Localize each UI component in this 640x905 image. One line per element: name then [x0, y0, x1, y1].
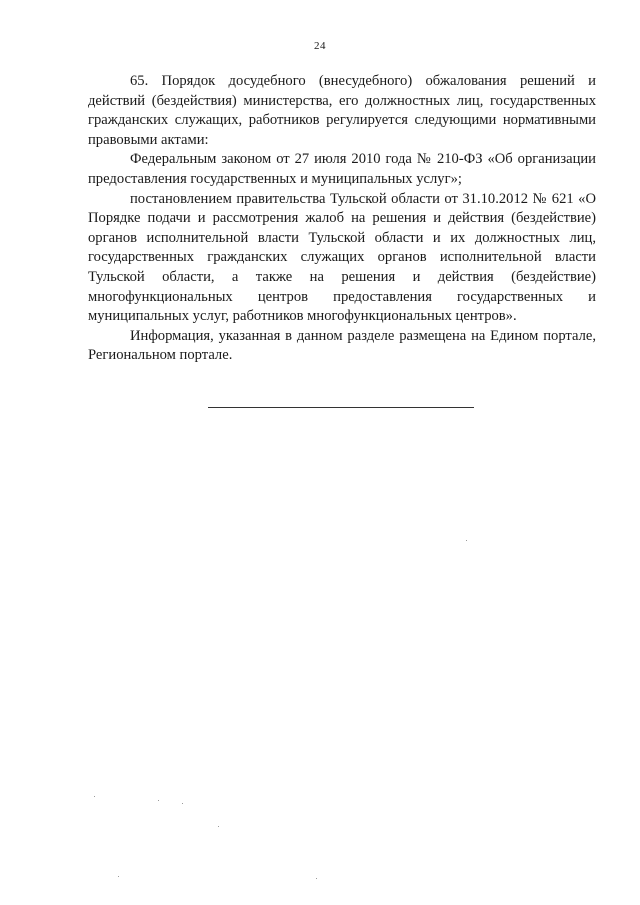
paragraph-regional-resolution: постановлением правительства Тульской области от 31.10.2012 № 621 «О Порядке подачи и рассмотрения жалоб на решения и действия (бездействие) органов исполнительной власти Тульской области и их должностных лиц, государственных гражданских служащих органов исполнительной власти Тульской области, а также на решения и действия (бездействие) многофункциональных центров предоставления государственных и муниципальных услуг, работников многофункциональных центров».: [88, 190, 596, 325]
end-of-section-rule: [208, 407, 474, 408]
scan-speck: [118, 876, 119, 877]
paragraph-federal-law: Федеральным законом от 27 июля 2010 года № 210-ФЗ «Об организации предоставления государственных и муниципальных услуг»;: [88, 151, 596, 187]
scan-speck: [466, 540, 467, 541]
scan-speck: [218, 826, 219, 827]
scan-speck: [94, 796, 95, 797]
scan-speck: [158, 800, 159, 801]
paragraph-information-note: Информация, указанная в данном разделе размещена на Едином портале, Региональном портале.: [88, 327, 596, 364]
page-number: 24: [314, 40, 326, 52]
scan-speck: [316, 878, 317, 879]
scan-speck: [182, 803, 183, 804]
document-body: [88, 72, 596, 366]
paragraph-appeal-procedure: 65. Порядок досудебного (внесудебного) обжалования решений и действий (бездействия) министерства, его должностных лиц, государственных гражданских служащих, работников регулируется следующими нормативными правовыми актами:: [88, 73, 596, 148]
